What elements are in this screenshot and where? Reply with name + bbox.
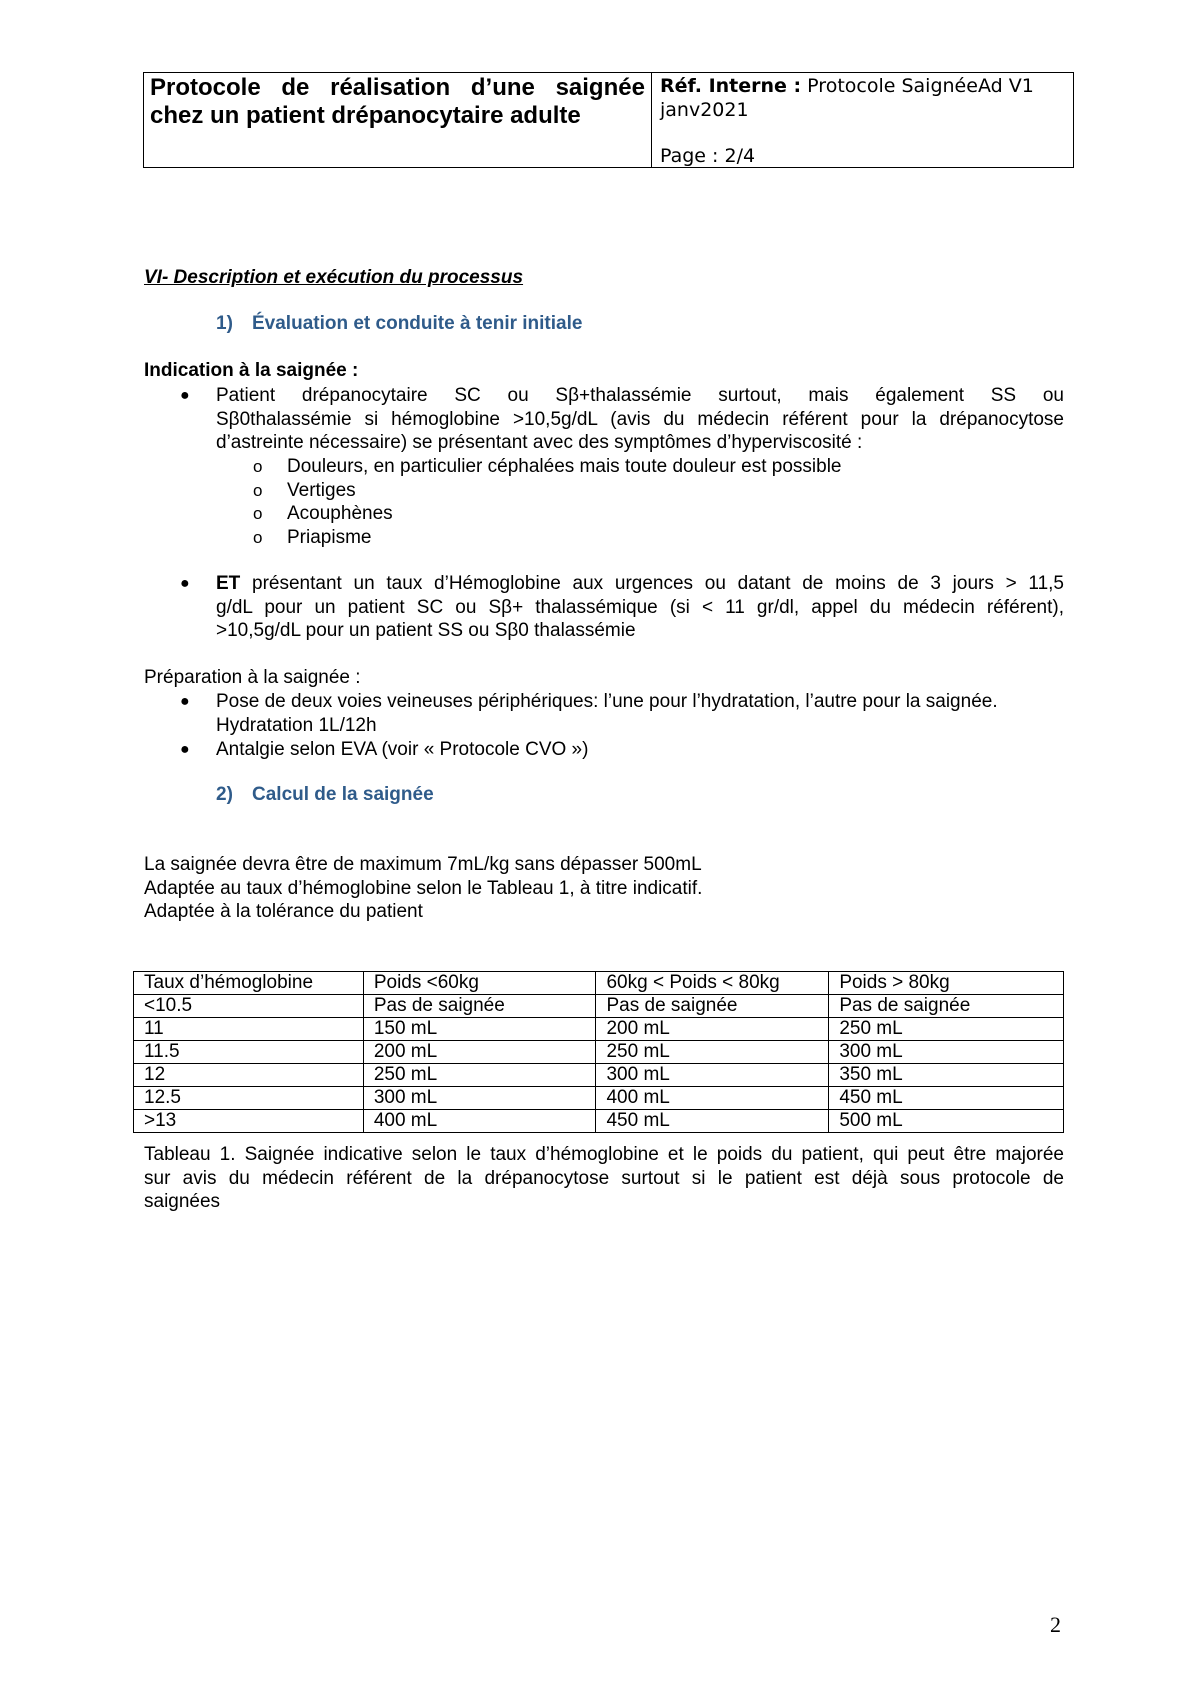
table-row [134, 1110, 1064, 1133]
table-cell: 300 mL [363, 1087, 596, 1110]
title-word: saignée [555, 74, 645, 101]
circle-bullet-icon: o [253, 504, 263, 523]
table-cell: Pas de saignée [596, 995, 829, 1018]
calculation-paragraph [144, 853, 702, 924]
text-line: >10,5g/dL pour un patient SS ou Sβ0 thalassémie [216, 620, 636, 641]
subheading-1 [216, 313, 582, 335]
title-line-2: chez un patient drépanocytaire adulte [150, 102, 581, 129]
table-cell: 300 mL [829, 1041, 1064, 1064]
table-cell: 350 mL [829, 1064, 1064, 1087]
text-line: Antalgie selon EVA (voir « Protocole CVO ») [216, 739, 589, 760]
indication-bullet-1 [180, 384, 1064, 455]
preparation-bullet-2 [180, 738, 1064, 762]
ref-date: janv2021 [660, 99, 749, 121]
bullet-icon: ● [180, 693, 190, 710]
table-cell: 400 mL [363, 1110, 596, 1133]
table-caption [144, 1143, 1064, 1214]
symptom-text: Priapisme [287, 526, 372, 548]
table-cell: 250 mL [363, 1064, 596, 1087]
document-title [144, 73, 652, 167]
page-number: 2 [1050, 1612, 1061, 1637]
list-item [253, 479, 841, 503]
title-word: de [281, 74, 310, 101]
table-row [134, 995, 1064, 1018]
table-cell: Pas de saignée [829, 995, 1064, 1018]
text-line: Patient drépanocytaire SC ou Sβ+thalassémie surtout, mais également SS ou [216, 385, 1064, 406]
text-line: Sβ0thalassémie si hémoglobine >10,5g/dL (avis du médecin référent pour la drépanocytose [216, 408, 1064, 430]
table-cell: 12.5 [134, 1087, 364, 1110]
subheading-2 [216, 784, 434, 806]
circle-bullet-icon: o [253, 480, 263, 500]
symptom-list [253, 455, 842, 549]
circle-bullet-icon: o [253, 527, 263, 547]
table-cell: 300 mL [596, 1064, 829, 1087]
title-line-1 [150, 74, 645, 102]
indication-bullet-2 [180, 572, 1064, 643]
table-row [134, 1018, 1064, 1041]
reference-block [652, 73, 1073, 167]
list-item [253, 502, 841, 526]
text-line: La saignée devra être de maximum 7mL/kg sans dépasser 500mL [144, 854, 702, 875]
title-word: d’une [470, 74, 535, 101]
table-header-cell: Poids > 80kg [829, 972, 1064, 995]
table-cell: >13 [134, 1110, 364, 1133]
text-line: Hydratation 1L/12h [216, 714, 377, 736]
symptom-text: Vertiges [287, 479, 356, 501]
symptom-text: Douleurs, en particulier céphalées mais toute douleur est possible [287, 456, 842, 477]
ref-label: Réf. Interne : [660, 75, 802, 97]
table-cell: <10.5 [134, 995, 364, 1018]
table-cell: 12 [134, 1064, 364, 1087]
table-cell: 450 mL [596, 1110, 829, 1133]
table-cell: 150 mL [363, 1018, 596, 1041]
circle-bullet-icon: o [253, 457, 263, 476]
text-line: saignées [144, 1191, 221, 1212]
text-span: présentant un taux d’Hémoglobine aux urgences ou datant de moins de 3 jours > 11,5 [240, 573, 1064, 594]
ref-value: Protocole SaignéeAd V1 [801, 75, 1034, 97]
table-cell: Pas de saignée [363, 995, 596, 1018]
bullet-icon: ● [180, 387, 190, 404]
text-line: Adaptée à la tolérance du patient [144, 901, 423, 922]
text-line [216, 572, 1064, 596]
table-cell: 400 mL [596, 1087, 829, 1110]
table-row [134, 1064, 1064, 1087]
table-cell: 450 mL [829, 1087, 1064, 1110]
table-header-row [134, 972, 1064, 995]
bullet-icon: ● [180, 575, 190, 592]
text-line: Tableau 1. Saignée indicative selon le taux d’hémoglobine et le poids du patient, qui peut être majorée [144, 1144, 1064, 1165]
table-row [134, 1041, 1064, 1064]
table-header-cell: Taux d’hémoglobine [134, 972, 364, 995]
emphasis-et: ET [216, 573, 241, 594]
subheading-number: 2) [216, 784, 233, 805]
indication-label: Indication à la saignée : [144, 360, 359, 381]
header-box [143, 72, 1074, 168]
table-cell: 200 mL [363, 1041, 596, 1064]
title-word: réalisation [330, 74, 451, 101]
table-row [134, 1087, 1064, 1110]
symptom-text: Acouphènes [287, 503, 393, 524]
section-title: VI- Description et exécution du processus [144, 267, 524, 288]
table-cell: 250 mL [829, 1018, 1064, 1041]
table-cell: 500 mL [829, 1110, 1064, 1133]
text-line: Adaptée au taux d’hémoglobine selon le Tableau 1, à titre indicatif. [144, 877, 703, 899]
preparation-label: Préparation à la saignée : [144, 667, 361, 688]
table-header-cell: 60kg < Poids < 80kg [596, 972, 829, 995]
list-item [253, 526, 841, 550]
table-cell: 11.5 [134, 1041, 364, 1064]
bullet-icon: ● [180, 741, 190, 758]
subheading-label: Évaluation et conduite à tenir initiale [252, 313, 583, 334]
title-word: Protocole [150, 74, 261, 101]
text-line: d’astreinte nécessaire) se présentant avec des symptômes d’hyperviscosité : [216, 432, 863, 453]
list-item [253, 455, 842, 479]
page-indicator: Page : 2/4 [660, 145, 756, 167]
subheading-label: Calcul de la saignée [252, 784, 434, 805]
table-header-cell: Poids <60kg [363, 972, 596, 995]
text-line: g/dL pour un patient SC ou Sβ+ thalassémique (si < 11 gr/dl, appel du médecin référent), [216, 596, 1064, 618]
dosage-table [133, 971, 1064, 1133]
preparation-bullet-1 [180, 690, 1064, 737]
text-line: Pose de deux voies veineuses périphériques: l’une pour l’hydratation, l’autre pour la saignée. [216, 691, 998, 712]
table-cell: 11 [134, 1018, 364, 1041]
table-cell: 200 mL [596, 1018, 829, 1041]
text-line: sur avis du médecin référent de la drépanocytose surtout si le patient est déjà sous protocole de [144, 1167, 1064, 1189]
subheading-number: 1) [216, 313, 233, 334]
table-cell: 250 mL [596, 1041, 829, 1064]
